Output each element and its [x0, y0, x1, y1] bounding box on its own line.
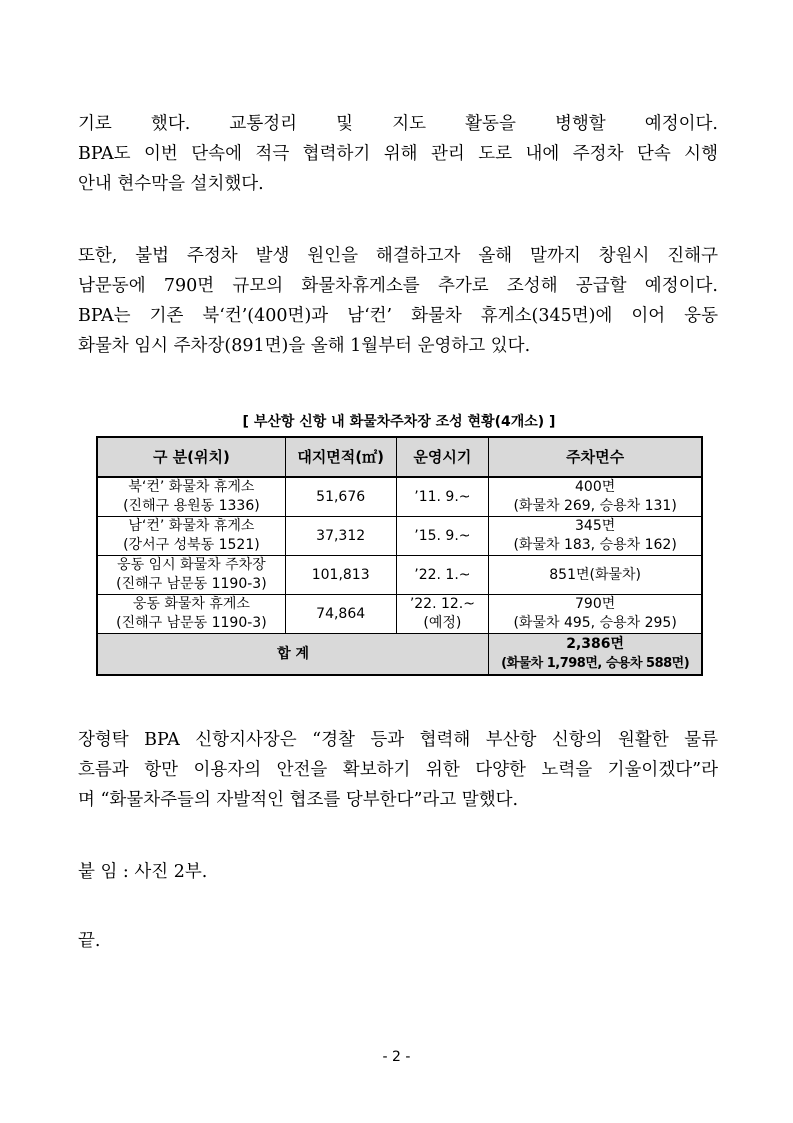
cell-location	[97, 556, 285, 595]
facility-name: 웅동 화물차 휴게소	[132, 596, 250, 612]
table-row	[97, 477, 702, 517]
header-area: 대지면적(㎡)	[285, 437, 396, 477]
facility-name: 남‘컨’ 화물차 휴게소	[128, 518, 255, 534]
paragraph-line: 장형탁 BPA 신항지사장은 “경찰 등과 협력해 부산항 신항의 원활한 물류	[78, 730, 718, 750]
facility-address: (진해구 남문동 1190-3)	[116, 615, 267, 631]
header-spaces: 주차면수	[489, 437, 702, 477]
cell-area: 51,676	[285, 477, 396, 517]
total-spaces	[489, 634, 702, 676]
period-value: ’22. 1.~	[414, 566, 471, 583]
paragraph-line: BPA는 기존 북‘컨’(400면)과 남‘컨’ 화물차 휴게소(345면)에 이어 웅동	[78, 306, 718, 326]
total-label: 합 계	[97, 634, 489, 676]
paragraph-enforcement	[78, 109, 718, 199]
paragraph-quote	[78, 725, 718, 815]
paragraph-line: 또한, 불법 주정차 발생 원인을 해결하고자 올해 말까지 창원시 진해구	[78, 246, 718, 266]
header-location: 구 분(위치)	[97, 437, 285, 477]
paragraph-line: 기로 했다. 교통정리 및 지도 활동을 병행할 예정이다.	[78, 114, 718, 134]
period-value: ’15. 9.~	[414, 527, 471, 544]
period-value: ’22. 12.~	[409, 596, 475, 612]
cell-area: 101,813	[285, 556, 396, 595]
cell-spaces	[489, 517, 702, 556]
cell-area: 37,312	[285, 517, 396, 556]
cell-period	[396, 595, 489, 634]
spaces-count: 790면	[575, 596, 616, 612]
period-value: ’11. 9.~	[414, 488, 471, 505]
spaces-detail: (화물차 495, 승용차 295)	[513, 615, 677, 631]
page-number: - 2 -	[382, 1049, 411, 1065]
spaces-count: 851면(화물차)	[549, 566, 641, 583]
spaces-detail: (화물차 183, 승용차 162)	[513, 537, 677, 553]
cell-period	[396, 517, 489, 556]
facility-name: 북‘컨’ 화물차 휴게소	[128, 479, 255, 495]
table-row	[97, 595, 702, 634]
cell-spaces	[489, 595, 702, 634]
paragraph-rest-area-plan	[78, 241, 718, 361]
cell-area: 74,864	[285, 595, 396, 634]
spaces-count: 345면	[575, 518, 616, 534]
table-row	[97, 556, 702, 595]
table-row	[97, 517, 702, 556]
parking-status-table	[96, 436, 703, 676]
total-spaces-count: 2,386면	[566, 636, 625, 652]
cell-period	[396, 477, 489, 517]
period-note: (예정)	[423, 615, 462, 631]
paragraph-line: 흐름과 항만 이용자의 안전을 확보하기 위한 다양한 노력을 기울이겠다”라	[78, 760, 718, 780]
paragraph-line: 남문동에 790면 규모의 화물차휴게소를 추가로 조성해 공급할 예정이다.	[78, 276, 718, 296]
attachment-note	[78, 857, 718, 887]
spaces-detail: (화물차 269, 승용차 131)	[513, 498, 677, 514]
table-total-row	[97, 634, 702, 676]
total-spaces-detail: (화물차 1,798면, 승용차 588면)	[501, 656, 690, 671]
facility-address: (진해구 남문동 1190-3)	[116, 576, 267, 592]
cell-location	[97, 477, 285, 517]
table-caption: [ 부산항 신항 내 화물차주차장 조성 현황(4개소) ]	[242, 414, 556, 430]
paragraph-line: 며 “화물차주들의 자발적인 협조를 당부한다”라고 말했다.	[78, 790, 519, 810]
header-period: 운영시기	[396, 437, 489, 477]
cell-spaces	[489, 556, 702, 595]
paragraph-line: 안내 현수막을 설치했다.	[78, 174, 264, 194]
facility-name: 웅동 임시 화물차 주차장	[117, 557, 266, 573]
paragraph-line: BPA도 이번 단속에 적극 협력하기 위해 관리 도로 내에 주정차 단속 시행	[78, 144, 718, 164]
table-header-row	[97, 437, 702, 477]
attachment-line: 붙 임 : 사진 2부.	[78, 862, 208, 882]
cell-location	[97, 595, 285, 634]
facility-address: (진해구 용원동 1336)	[123, 498, 260, 514]
spaces-count: 400면	[575, 479, 616, 495]
end-line: 끝.	[78, 931, 101, 951]
cell-spaces	[489, 477, 702, 517]
cell-location	[97, 517, 285, 556]
facility-address: (강서구 성북동 1521)	[123, 537, 260, 553]
end-mark	[78, 926, 718, 956]
paragraph-line: 화물차 임시 주차장(891면)을 올해 1월부터 운영하고 있다.	[78, 336, 531, 356]
cell-period	[396, 556, 489, 595]
